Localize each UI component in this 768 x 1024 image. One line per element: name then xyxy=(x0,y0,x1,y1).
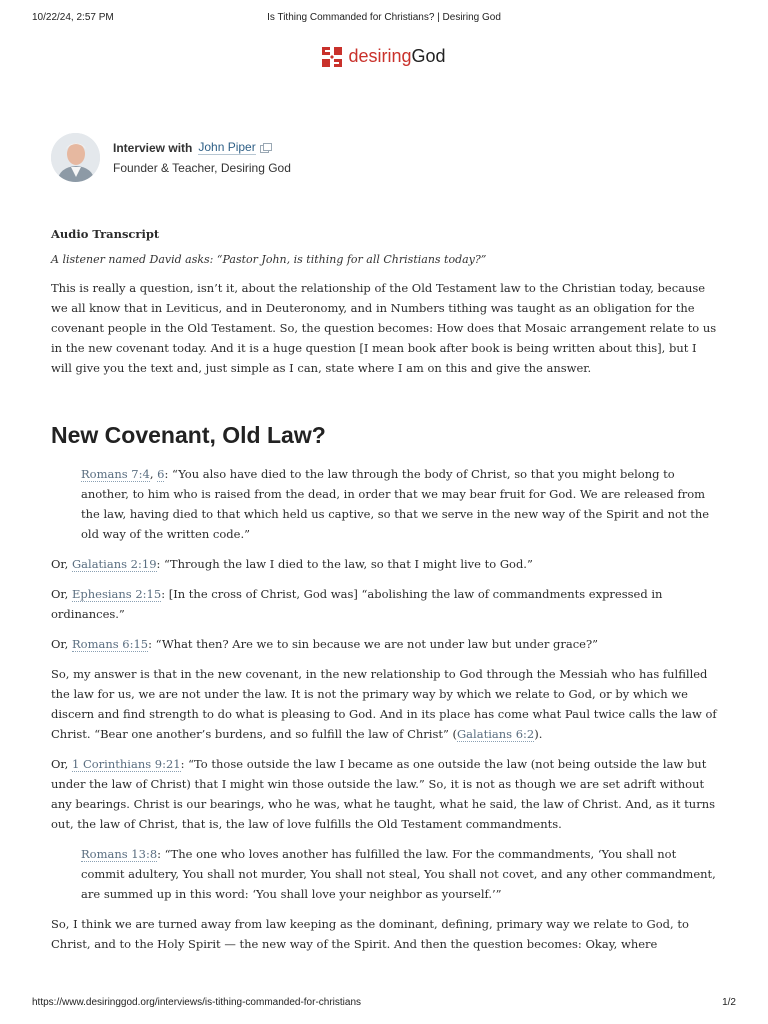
paragraph-text: : “What then? Are we to sin because we are not under law but under grace?” xyxy=(148,637,598,651)
paragraph-answer xyxy=(51,664,719,744)
scripture-link-romans-7-6[interactable]: 6 xyxy=(157,467,165,481)
section-label: Audio Transcript xyxy=(51,227,160,241)
site-logo[interactable] xyxy=(0,46,768,67)
avatar[interactable] xyxy=(51,133,100,182)
paragraph-romans-6 xyxy=(51,634,719,654)
paragraph-text: : “Through the law I died to the law, so that I might live to God.” xyxy=(156,557,533,571)
scripture-link-romans-6-15[interactable]: Romans 6:15 xyxy=(71,637,149,651)
paragraph-prefix: Or, xyxy=(51,637,72,651)
scripture-link-galatians-2-19[interactable]: Galatians 2:19 xyxy=(71,557,157,571)
paragraph-prefix: Or, xyxy=(51,757,72,771)
interview-prefix: Interview with xyxy=(113,140,193,155)
article-body xyxy=(51,227,719,964)
paragraph-galatians xyxy=(51,554,719,574)
scripture-link-romans-13-8[interactable]: Romans 13:8 xyxy=(81,847,158,861)
quote-romans-13 xyxy=(51,844,719,904)
desiring-god-logo-icon xyxy=(322,47,342,67)
print-page-title: Is Tithing Commanded for Christians? | Desiring God xyxy=(267,12,501,23)
quote-romans-7 xyxy=(51,464,719,544)
logo-text-desiring: desiring xyxy=(348,46,412,66)
ref-separator: , xyxy=(149,467,158,481)
scripture-link-ephesians-2-15[interactable]: Ephesians 2:15 xyxy=(71,587,162,601)
scripture-link-galatians-6-2[interactable]: Galatians 6:2 xyxy=(457,727,535,741)
paragraph-suffix: ). xyxy=(534,727,543,741)
quote-text: : “You also have died to the law through the body of Christ, so that you might belong to another, to him who is raised from the dead, in order that we may bear fruit for God. We are released from the law, having died to that which held us captive, so that we serve in the new way of the Spirit and not the old way of the written code.” xyxy=(81,467,710,541)
paragraph-text: : “To those outside the law I became as one outside the law (not being outside the law but under the law of Christ) that I might win those outside the law.” So, it is not as though we are set adrift without any bearings. Christ is our bearings, who he was, what he taught, what he said, the law of Christ. And, as it turns out, the law of Christ, that is, the law of love fulfills the Old Testament commandments. xyxy=(51,757,716,831)
external-link-icon[interactable] xyxy=(260,143,272,153)
paragraph-closing: So, I think we are turned away from law keeping as the dominant, defining, primary way we relate to God, to Christ, and to the Holy Spirit — the new way of the Spirit. And then the question becomes: Okay, where xyxy=(51,917,689,951)
scripture-link-1-corinthians-9-21[interactable]: 1 Corinthians 9:21 xyxy=(71,757,181,771)
listener-question: A listener named David asks: “Pastor John, is tithing for all Christians today?” xyxy=(51,253,487,266)
avatar-portrait-icon xyxy=(51,133,100,182)
intro-paragraph: This is really a question, isn’t it, about the relationship of the Old Testament law to the Christian today, because we all know that in Leviticus, and in Deuteronomy, and in Numbers tithing was taught as an obligation for the covenant people in the Old Testament. So, the question becomes: How does that Mosaic arrangement relate to us in the new covenant today. And it is a huge question [I mean book after book is being written about this], but I will give you the text and, just simple as I can, state where I am on this and give the answer. xyxy=(51,281,717,375)
paragraph-prefix: Or, xyxy=(51,557,72,571)
paragraph-text: : [In the cross of Christ, God was] “abolishing the law of commandments expressed in ordinances.” xyxy=(51,587,663,621)
print-datetime: 10/22/24, 2:57 PM xyxy=(32,12,114,23)
print-page-number: 1/2 xyxy=(722,997,736,1008)
section-heading: New Covenant, Old Law? xyxy=(51,422,326,448)
paragraph-corinthians xyxy=(51,754,719,834)
paragraph-ephesians xyxy=(51,584,719,624)
scripture-link-romans-7-4[interactable]: Romans 7:4 xyxy=(81,467,150,481)
paragraph-text: So, my answer is that in the new covenant, in the new relationship to God through the Messiah who has fulfilled the law for us, we are not under the law. It is not the primary way by which we relate to God, or by which we discern and find strength to do what is pleasing to God. And in its place has come what Paul twice calls the law of Christ. “Bear one another’s burdens, and so fulfill the law of Christ” ( xyxy=(51,667,717,741)
quote-text: : “The one who loves another has fulfilled the law. For the commandments, ‘You shall not commit adultery, You shall not murder, You shall not steal, You shall not covet, and any other commandment, are summed up in this word: ‘You shall love your neighbor as yourself.’” xyxy=(81,847,716,901)
logo-text-god: God xyxy=(411,46,446,66)
print-url: https://www.desiringgod.org/interviews/is-tithing-commanded-for-christians xyxy=(32,997,362,1008)
author-name-link[interactable]: John Piper xyxy=(198,140,256,154)
author-block xyxy=(51,133,291,182)
author-role: Founder & Teacher, Desiring God xyxy=(113,161,291,175)
paragraph-prefix: Or, xyxy=(51,587,72,601)
